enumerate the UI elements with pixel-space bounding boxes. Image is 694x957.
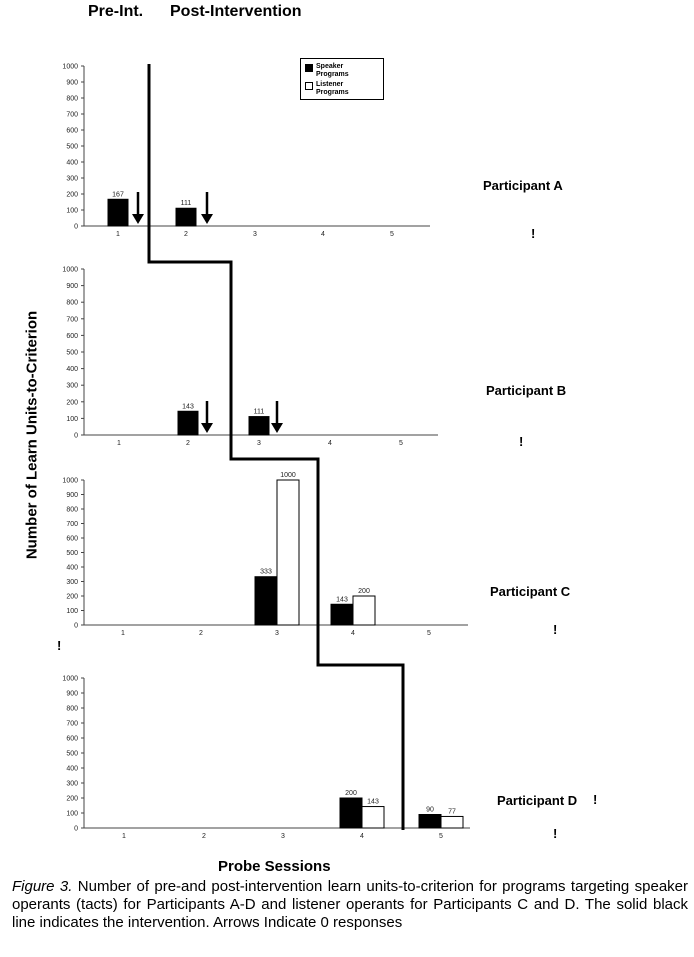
y-tick-label: 0 — [74, 622, 78, 630]
y-axis-title: Number of Learn Units-to-Criterion — [23, 310, 41, 560]
x-tick-label: 1 — [117, 440, 121, 447]
bar-value-label: 200 — [358, 588, 370, 595]
speaker-bar — [255, 577, 277, 625]
y-tick-label: 300 — [66, 579, 78, 586]
y-tick-label: 400 — [66, 564, 78, 572]
y-tick-label: 900 — [66, 79, 78, 87]
y-tick-label: 300 — [66, 175, 78, 183]
bar-value-label: 111 — [253, 408, 265, 416]
zero-response-arrow-head — [201, 214, 213, 224]
bar-value-label: 90 — [426, 806, 434, 814]
bar-value-label: 167 — [112, 191, 124, 199]
x-axis-title: Probe Sessions — [218, 858, 331, 875]
y-tick-label: 800 — [66, 705, 78, 713]
legend-speaker-entry — [305, 63, 368, 79]
bar-value-label: 1000 — [280, 472, 296, 479]
x-tick-label: 3 — [281, 833, 285, 840]
chart-panel-2 — [62, 267, 438, 448]
legend-speaker-swatch — [305, 64, 313, 72]
bar-value-label: 143 — [182, 403, 194, 411]
y-tick-label: 100 — [66, 810, 78, 818]
chart-panel-3 — [62, 472, 468, 637]
y-tick-label: 100 — [66, 415, 78, 423]
legend-speaker-label: Speaker Programs — [316, 63, 349, 78]
y-tick-label: 600 — [66, 127, 78, 135]
x-tick-label: 4 — [360, 833, 364, 840]
y-tick-label: 500 — [66, 550, 78, 557]
x-tick-label: 5 — [399, 440, 403, 447]
x-tick-label: 4 — [321, 231, 325, 238]
y-tick-label: 800 — [66, 506, 78, 514]
caption-text: Number of pre-and post-intervention learn units-to-criterion for programs targeting speaker operants (tacts) for Participants A-D and listener operants for Participants C and D. The solid black line indicates the intervention. Arrows Indicate 0 responses — [12, 878, 688, 931]
legend — [300, 58, 384, 100]
y-tick-label: 600 — [66, 735, 78, 743]
stray-mark: ! — [553, 826, 558, 841]
pre-intervention-header: Pre-Int. — [88, 3, 144, 20]
y-tick-label: 0 — [74, 223, 78, 231]
y-tick-label: 200 — [66, 399, 78, 407]
figure-caption — [12, 878, 688, 932]
zero-response-arrow-head — [271, 423, 283, 433]
y-tick-label: 200 — [66, 593, 78, 601]
y-tick-label: 700 — [66, 111, 78, 119]
listener-bar — [353, 596, 375, 625]
speaker-bar — [178, 411, 198, 435]
legend-listener-entry — [305, 81, 368, 97]
y-tick-label: 900 — [66, 283, 78, 291]
stray-mark: ! — [531, 226, 536, 241]
x-tick-label: 2 — [186, 440, 190, 447]
bar-value-label: 77 — [448, 808, 456, 816]
post-intervention-header: Post-Intervention — [170, 3, 302, 20]
speaker-bar — [331, 604, 353, 625]
speaker-bar — [176, 208, 196, 226]
y-tick-label: 300 — [66, 382, 78, 390]
y-tick-label: 100 — [66, 608, 78, 615]
bar-value-label: 333 — [260, 568, 272, 576]
y-tick-label: 700 — [66, 720, 78, 728]
bar-value-label: 200 — [345, 790, 357, 797]
bar-value-label: 143 — [336, 596, 348, 604]
speaker-bar — [419, 815, 441, 829]
x-tick-label: 1 — [121, 630, 125, 637]
intervention-line — [149, 64, 403, 830]
stray-mark: ! — [553, 622, 558, 637]
listener-bar — [441, 816, 463, 828]
y-tick-label: 900 — [66, 690, 78, 698]
x-tick-label: 2 — [184, 231, 188, 238]
legend-listener-label: Listener Programs — [316, 81, 349, 96]
y-tick-label: 400 — [66, 765, 78, 773]
panel-label-participant-a: Participant A — [483, 178, 563, 193]
y-tick-label: 0 — [74, 432, 78, 440]
panel-label-participant-d: Participant D — [497, 793, 578, 808]
y-tick-label: 200 — [66, 191, 78, 199]
x-tick-label: 2 — [202, 833, 206, 840]
y-tick-label: 600 — [66, 332, 78, 340]
stray-mark: ! — [519, 434, 524, 449]
y-tick-label: 200 — [66, 795, 78, 803]
panel-label-participant-c: Participant C — [490, 584, 571, 599]
x-tick-label: 1 — [116, 231, 120, 238]
listener-bar — [277, 480, 299, 625]
y-tick-label: 0 — [74, 825, 78, 833]
caption-figure-label: Figure 3. — [12, 878, 73, 895]
y-tick-label: 1000 — [62, 477, 78, 485]
x-tick-label: 1 — [122, 833, 126, 840]
y-tick-label: 1000 — [62, 675, 78, 683]
x-tick-label: 5 — [427, 630, 431, 637]
speaker-bar — [249, 417, 269, 435]
y-tick-label: 100 — [66, 207, 78, 215]
bar-value-label: 143 — [367, 798, 379, 806]
y-tick-label: 1000 — [62, 63, 78, 71]
speaker-bar — [108, 199, 128, 226]
x-tick-label: 5 — [390, 231, 394, 238]
legend-listener-swatch — [305, 82, 313, 90]
x-tick-label: 4 — [351, 630, 355, 637]
speaker-bar — [340, 798, 362, 828]
y-tick-label: 1000 — [62, 266, 78, 274]
zero-response-arrow-head — [132, 214, 144, 224]
y-tick-label: 500 — [66, 349, 78, 357]
y-tick-label: 600 — [66, 535, 78, 543]
y-tick-label: 500 — [66, 750, 78, 758]
y-tick-label: 400 — [66, 366, 78, 374]
listener-bar — [362, 807, 384, 828]
x-tick-label: 2 — [199, 630, 203, 637]
x-tick-label: 3 — [275, 630, 279, 637]
x-tick-label: 4 — [328, 440, 332, 447]
x-tick-label: 5 — [439, 833, 443, 840]
stray-mark: ! — [593, 792, 598, 807]
y-tick-label: 300 — [66, 780, 78, 788]
zero-response-arrow-head — [201, 423, 213, 433]
y-tick-label: 800 — [66, 299, 78, 307]
y-tick-label: 900 — [66, 492, 78, 499]
x-tick-label: 3 — [257, 440, 261, 447]
bar-value-label: 111 — [180, 200, 192, 208]
stray-mark: ! — [57, 638, 62, 653]
chart-panel-4 — [62, 676, 470, 841]
x-tick-label: 3 — [253, 231, 257, 238]
y-tick-label: 800 — [66, 95, 78, 103]
y-tick-label: 400 — [66, 159, 78, 167]
y-tick-label: 700 — [66, 316, 78, 324]
y-tick-label: 700 — [66, 521, 78, 528]
y-tick-label: 500 — [66, 143, 78, 151]
panel-label-participant-b: Participant B — [486, 383, 567, 398]
